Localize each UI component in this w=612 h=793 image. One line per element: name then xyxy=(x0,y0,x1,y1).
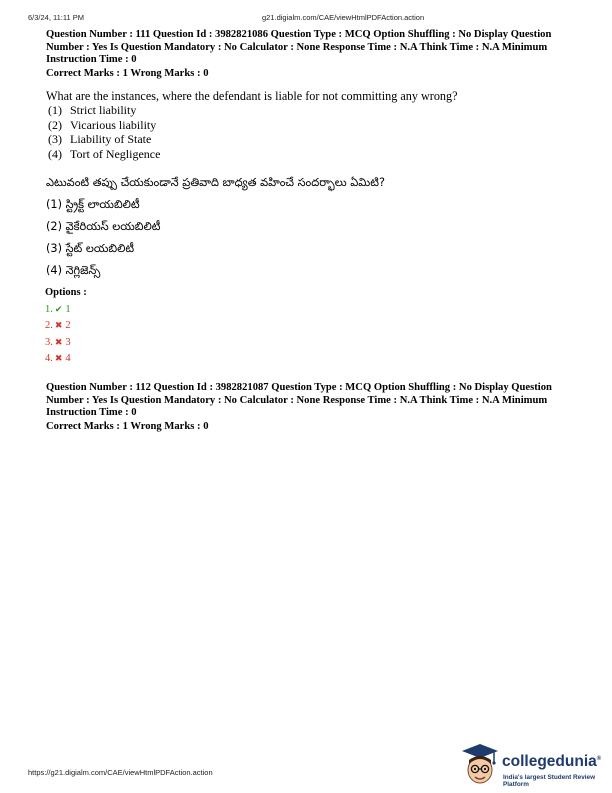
question-112-marks: Correct Marks : 1 Wrong Marks : 0 xyxy=(46,421,209,432)
answer-index: 4. xyxy=(45,353,53,364)
brand-tagline: India's largest Student Review Platform xyxy=(503,774,596,788)
cross-icon: ✖ xyxy=(54,354,63,364)
check-icon: ✔ xyxy=(54,304,63,315)
brand-name xyxy=(502,753,601,771)
answer-value: 2 xyxy=(65,320,71,331)
answer-index: 1. xyxy=(45,303,53,315)
answer-index: 3. xyxy=(45,336,53,348)
options-label: Options : xyxy=(45,287,87,298)
answer-option-1 xyxy=(45,302,87,319)
answer-value: 1 xyxy=(65,303,71,315)
cross-icon: ✖ xyxy=(54,337,63,348)
answer-value: 3 xyxy=(65,336,71,348)
question-112-meta xyxy=(46,382,586,420)
meta-line: Question Number : 111 Question Id : 3982821086 Question Type : MCQ Option Shuffling : No Display Question xyxy=(46,29,552,40)
answer-option-2 xyxy=(45,318,87,335)
option-te-4: (4) నెగ్లిజెన్స్ xyxy=(46,264,101,277)
option-en-1 xyxy=(48,103,160,118)
question-111-meta xyxy=(46,29,586,67)
option-te-1: (1) స్ట్రిక్ట్ లాయబిలిటీ xyxy=(46,198,140,211)
option-te-3: (3) స్టేట్ లయబిలిటీ xyxy=(46,242,135,255)
meta-line: Instruction Time : 0 xyxy=(46,407,137,418)
print-datetime: 6/3/24, 11:11 PM xyxy=(28,13,85,22)
cross-icon: ✖ xyxy=(54,321,63,331)
question-text-en: What are the instances, where the defendant is liable for not committing any wrong? xyxy=(46,89,458,103)
option-text: Vicarious liability xyxy=(70,117,157,132)
option-text: Liability of State xyxy=(70,132,152,147)
meta-line: Instruction Time : 0 xyxy=(46,54,137,65)
meta-line: Question Number : 112 Question Id : 3982821087 Question Type : MCQ Option Shuffling : No Display Question xyxy=(46,382,552,393)
option-number: (3) xyxy=(48,132,62,147)
option-number: (4) xyxy=(48,146,62,161)
answer-value: 4 xyxy=(65,353,71,364)
option-text: Tort of Negligence xyxy=(70,146,161,161)
option-en-4 xyxy=(48,147,160,162)
option-te-2: (2) వైకేరియస్ లయబిలిటీ xyxy=(46,220,161,233)
answer-option-4 xyxy=(45,351,87,368)
option-number: (2) xyxy=(48,117,62,132)
answer-option-3 xyxy=(45,335,87,352)
meta-line: Number : Yes Is Question Mandatory : No Calculator : None Response Time : N.A Think Time : N.A Minimum xyxy=(46,41,548,53)
brand-text: collegedunia xyxy=(502,753,597,770)
question-111-marks: Correct Marks : 1 Wrong Marks : 0 xyxy=(46,68,209,79)
question-text-te: ఎటువంటి తప్పు చేయకుండానే ప్రతివాది బాధ్యత వహించే సందర్భాలు ఏమిటి? xyxy=(46,176,385,189)
option-en-3 xyxy=(48,132,160,147)
option-en-2 xyxy=(48,118,160,133)
answer-options xyxy=(45,285,87,368)
option-number: (1) xyxy=(48,103,62,117)
options-list-en xyxy=(48,103,160,161)
meta-line: Number : Yes Is Question Mandatory : No Calculator : None Response Time : N.A Think Time : N.A Minimum xyxy=(46,394,548,406)
answer-index: 2. xyxy=(45,320,53,331)
print-url: g21.digialm.com/CAE/viewHtmlPDFAction.action xyxy=(262,13,425,22)
footer-url: https://g21.digialm.com/CAE/viewHtmlPDFAction.action xyxy=(28,768,213,777)
brand-registered-mark: ® xyxy=(596,755,602,762)
collegedunia-mascot-logo xyxy=(460,742,500,788)
option-text: Strict liability xyxy=(70,103,137,117)
